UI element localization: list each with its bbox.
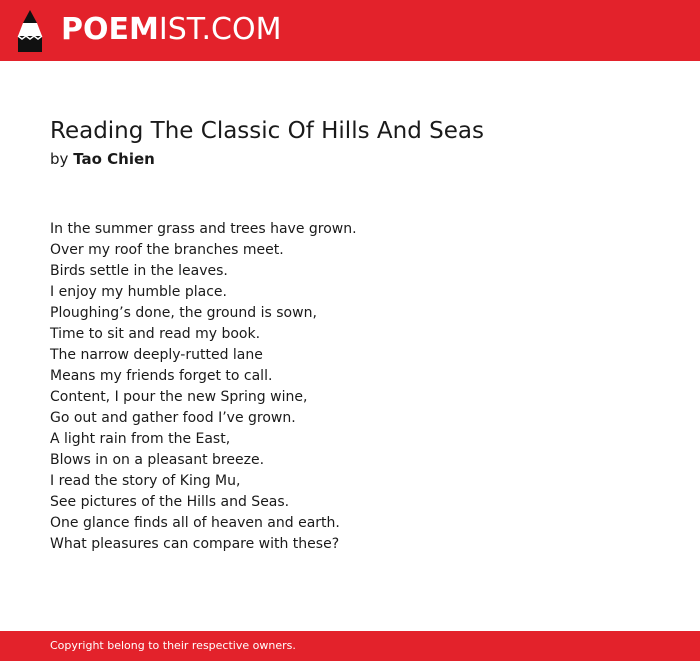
poem-line: Content, I pour the new Spring wine,	[50, 389, 308, 405]
poem-byline	[50, 148, 155, 170]
poem-line: A light rain from the East,	[50, 431, 231, 447]
poem-line: Go out and gather food I’ve grown.	[50, 410, 296, 426]
logo-bold-text: POEM	[61, 12, 159, 47]
by-label: by	[50, 150, 69, 168]
poem-line: Over my roof the branches meet.	[50, 242, 284, 258]
poem-author: Tao Chien	[73, 150, 155, 168]
site-header	[0, 0, 700, 61]
poem-line: What pleasures can compare with these?	[50, 536, 340, 552]
poem-line: The narrow deeply-rutted lane	[50, 347, 263, 363]
poem-line: In the summer grass and trees have grown.	[50, 221, 357, 237]
poem-line: Blows in on a pleasant breeze.	[50, 452, 265, 468]
poem-line: I read the story of King Mu,	[50, 473, 241, 489]
site-footer	[0, 631, 700, 661]
poem-line: Means my friends forget to call.	[50, 368, 273, 384]
poem-line: Birds settle in the leaves.	[50, 263, 228, 279]
poem-line: See pictures of the Hills and Seas.	[50, 494, 290, 510]
poem-line: One glance finds all of heaven and earth.	[50, 515, 340, 531]
poem-body	[50, 219, 357, 555]
poem-line: Time to sit and read my book.	[50, 326, 261, 342]
copyright-text: Copyright belong to their respective owners.	[50, 639, 296, 652]
poem-line: I enjoy my humble place.	[50, 284, 227, 300]
pencil-tip-icon	[16, 10, 44, 52]
logo-light-text: IST.COM	[158, 12, 282, 47]
site-logo[interactable]	[61, 12, 281, 48]
poem-line: Ploughing’s done, the ground is sown,	[50, 305, 317, 321]
poem-title: Reading The Classic Of Hills And Seas	[50, 118, 484, 144]
